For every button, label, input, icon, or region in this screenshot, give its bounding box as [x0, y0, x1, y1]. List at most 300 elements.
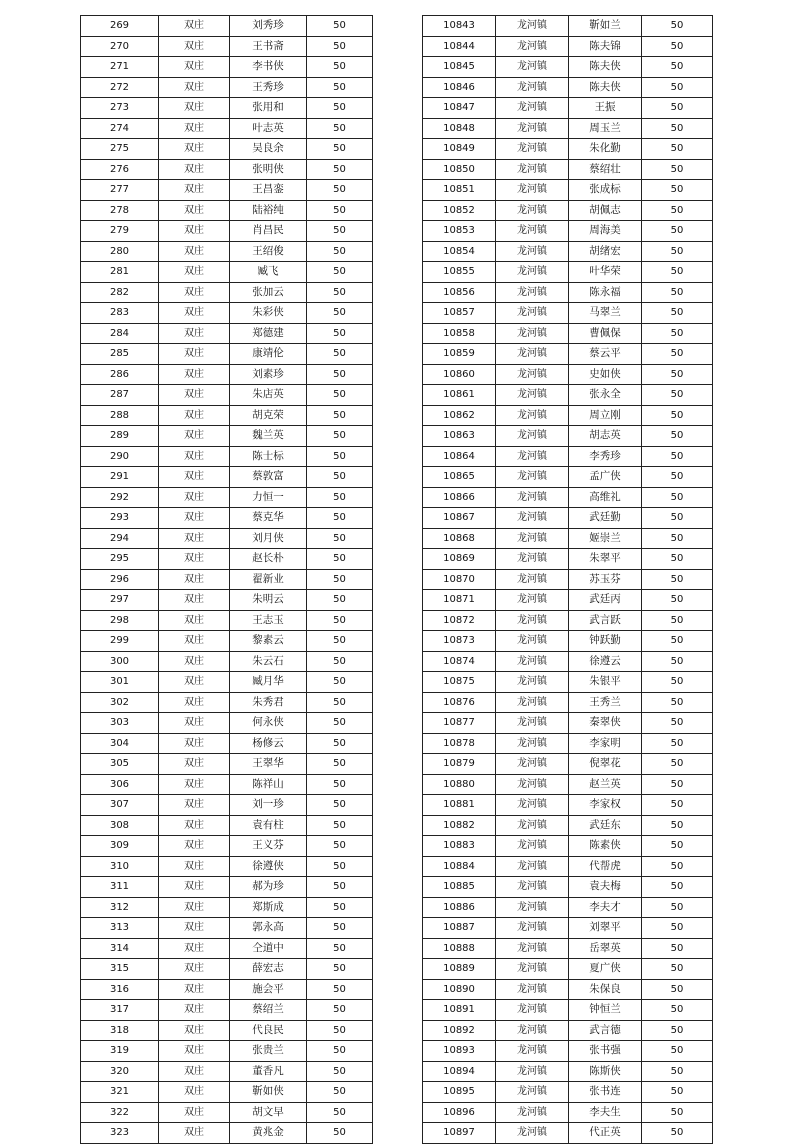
township-cell: 双庄	[159, 118, 230, 139]
table-row	[423, 610, 713, 631]
name-cell: 周海美	[569, 221, 642, 242]
row-number-cell: 322	[81, 1102, 159, 1123]
row-number-cell: 311	[81, 877, 159, 898]
township-cell: 龙河镇	[496, 610, 569, 631]
table-row	[423, 364, 713, 385]
row-number-cell: 10883	[423, 836, 496, 857]
row-number-cell: 303	[81, 713, 159, 734]
name-cell: 张用和	[230, 98, 307, 119]
name-cell: 蔡云平	[569, 344, 642, 365]
township-cell: 双庄	[159, 959, 230, 980]
name-cell: 钟跃勤	[569, 631, 642, 652]
amount-cell: 50	[307, 487, 373, 508]
amount-cell: 50	[307, 57, 373, 78]
row-number-cell: 286	[81, 364, 159, 385]
table-row	[423, 713, 713, 734]
township-cell: 龙河镇	[496, 344, 569, 365]
name-cell: 胡佩志	[569, 200, 642, 221]
amount-cell: 50	[307, 877, 373, 898]
name-cell: 臧月华	[230, 672, 307, 693]
township-cell: 双庄	[159, 918, 230, 939]
name-cell: 郑斯成	[230, 897, 307, 918]
name-cell: 陈夫侠	[569, 77, 642, 98]
table-row	[81, 282, 373, 303]
name-cell: 张书连	[569, 1082, 642, 1103]
table-row	[81, 569, 373, 590]
amount-cell: 50	[307, 323, 373, 344]
name-cell: 袁夫梅	[569, 877, 642, 898]
amount-cell: 50	[642, 405, 713, 426]
row-number-cell: 281	[81, 262, 159, 283]
name-cell: 朱明云	[230, 590, 307, 611]
township-cell: 龙河镇	[496, 877, 569, 898]
amount-cell: 50	[642, 118, 713, 139]
township-cell: 双庄	[159, 754, 230, 775]
township-cell: 龙河镇	[496, 1000, 569, 1021]
name-cell: 陈夫侠	[569, 57, 642, 78]
amount-cell: 50	[307, 200, 373, 221]
amount-cell: 50	[307, 692, 373, 713]
row-number-cell: 10862	[423, 405, 496, 426]
name-cell: 曹佩保	[569, 323, 642, 344]
amount-cell: 50	[642, 672, 713, 693]
table-row	[81, 77, 373, 98]
township-cell: 龙河镇	[496, 446, 569, 467]
name-cell: 刘一珍	[230, 795, 307, 816]
table-row	[81, 610, 373, 631]
table-row	[423, 241, 713, 262]
row-number-cell: 277	[81, 180, 159, 201]
row-number-cell: 10867	[423, 508, 496, 529]
row-number-cell: 10881	[423, 795, 496, 816]
table-row	[81, 713, 373, 734]
township-cell: 龙河镇	[496, 1123, 569, 1144]
row-number-cell: 293	[81, 508, 159, 529]
amount-cell: 50	[307, 651, 373, 672]
amount-cell: 50	[307, 16, 373, 37]
township-cell: 双庄	[159, 549, 230, 570]
township-cell: 龙河镇	[496, 323, 569, 344]
row-number-cell: 308	[81, 815, 159, 836]
row-number-cell: 10882	[423, 815, 496, 836]
amount-cell: 50	[307, 36, 373, 57]
amount-cell: 50	[307, 1102, 373, 1123]
table-row	[81, 98, 373, 119]
amount-cell: 50	[642, 221, 713, 242]
table-row	[81, 672, 373, 693]
name-cell: 史如侠	[569, 364, 642, 385]
township-cell: 双庄	[159, 385, 230, 406]
amount-cell: 50	[307, 569, 373, 590]
amount-cell: 50	[642, 1082, 713, 1103]
name-cell: 李夫生	[569, 1102, 642, 1123]
row-number-cell: 10894	[423, 1061, 496, 1082]
row-number-cell: 289	[81, 426, 159, 447]
table-row	[81, 426, 373, 447]
row-number-cell: 282	[81, 282, 159, 303]
name-cell: 翟新业	[230, 569, 307, 590]
amount-cell: 50	[642, 774, 713, 795]
name-cell: 杨修云	[230, 733, 307, 754]
township-cell: 双庄	[159, 77, 230, 98]
right-roster-table	[422, 15, 713, 1144]
amount-cell: 50	[307, 405, 373, 426]
left-roster-table	[80, 15, 373, 1144]
row-number-cell: 298	[81, 610, 159, 631]
township-cell: 龙河镇	[496, 1082, 569, 1103]
township-cell: 龙河镇	[496, 569, 569, 590]
name-cell: 武廷东	[569, 815, 642, 836]
amount-cell: 50	[642, 1102, 713, 1123]
table-row	[423, 692, 713, 713]
table-row	[423, 959, 713, 980]
township-cell: 双庄	[159, 221, 230, 242]
amount-cell: 50	[307, 1020, 373, 1041]
table-row	[423, 262, 713, 283]
name-cell: 赵兰英	[569, 774, 642, 795]
row-number-cell: 318	[81, 1020, 159, 1041]
amount-cell: 50	[307, 77, 373, 98]
township-cell: 龙河镇	[496, 1041, 569, 1062]
row-number-cell: 10876	[423, 692, 496, 713]
table-row	[423, 180, 713, 201]
amount-cell: 50	[307, 590, 373, 611]
amount-cell: 50	[307, 303, 373, 324]
township-cell: 龙河镇	[496, 303, 569, 324]
table-row	[81, 16, 373, 37]
table-row	[423, 1000, 713, 1021]
township-cell: 龙河镇	[496, 549, 569, 570]
amount-cell: 50	[642, 651, 713, 672]
table-row	[423, 569, 713, 590]
amount-cell: 50	[642, 57, 713, 78]
township-cell: 龙河镇	[496, 651, 569, 672]
table-row	[81, 938, 373, 959]
amount-cell: 50	[307, 118, 373, 139]
township-cell: 双庄	[159, 426, 230, 447]
township-cell: 双庄	[159, 139, 230, 160]
row-number-cell: 278	[81, 200, 159, 221]
name-cell: 武廷勤	[569, 508, 642, 529]
row-number-cell: 10896	[423, 1102, 496, 1123]
row-number-cell: 10852	[423, 200, 496, 221]
table-row	[81, 36, 373, 57]
amount-cell: 50	[642, 795, 713, 816]
name-cell: 高维礼	[569, 487, 642, 508]
township-cell: 龙河镇	[496, 16, 569, 37]
name-cell: 张加云	[230, 282, 307, 303]
table-row	[423, 446, 713, 467]
table-row	[423, 877, 713, 898]
amount-cell: 50	[307, 549, 373, 570]
name-cell: 张成标	[569, 180, 642, 201]
name-cell: 孟广侠	[569, 467, 642, 488]
table-row	[81, 508, 373, 529]
amount-cell: 50	[307, 426, 373, 447]
township-cell: 双庄	[159, 897, 230, 918]
row-number-cell: 306	[81, 774, 159, 795]
table-row	[423, 426, 713, 447]
amount-cell: 50	[307, 610, 373, 631]
row-number-cell: 315	[81, 959, 159, 980]
name-cell: 徐遵云	[569, 651, 642, 672]
name-cell: 袁有柱	[230, 815, 307, 836]
name-cell: 叶华荣	[569, 262, 642, 283]
name-cell: 胡克荣	[230, 405, 307, 426]
row-number-cell: 283	[81, 303, 159, 324]
amount-cell: 50	[642, 487, 713, 508]
township-cell: 龙河镇	[496, 467, 569, 488]
township-cell: 龙河镇	[496, 118, 569, 139]
row-number-cell: 10888	[423, 938, 496, 959]
row-number-cell: 10856	[423, 282, 496, 303]
name-cell: 李家权	[569, 795, 642, 816]
table-row	[423, 528, 713, 549]
table-row	[81, 959, 373, 980]
name-cell: 蔡敦富	[230, 467, 307, 488]
township-cell: 双庄	[159, 856, 230, 877]
township-cell: 双庄	[159, 405, 230, 426]
row-number-cell: 309	[81, 836, 159, 857]
table-row	[81, 139, 373, 160]
name-cell: 代帮虎	[569, 856, 642, 877]
table-row	[423, 16, 713, 37]
amount-cell: 50	[307, 1061, 373, 1082]
row-number-cell: 291	[81, 467, 159, 488]
amount-cell: 50	[307, 180, 373, 201]
row-number-cell: 285	[81, 344, 159, 365]
township-cell: 龙河镇	[496, 241, 569, 262]
row-number-cell: 10849	[423, 139, 496, 160]
row-number-cell: 10865	[423, 467, 496, 488]
amount-cell: 50	[642, 815, 713, 836]
amount-cell: 50	[642, 241, 713, 262]
name-cell: 蔡克华	[230, 508, 307, 529]
name-cell: 武言德	[569, 1020, 642, 1041]
row-number-cell: 10874	[423, 651, 496, 672]
table-row	[423, 774, 713, 795]
table-row	[423, 1020, 713, 1041]
name-cell: 周玉兰	[569, 118, 642, 139]
amount-cell: 50	[642, 1061, 713, 1082]
name-cell: 朱化勤	[569, 139, 642, 160]
table-row	[81, 651, 373, 672]
row-number-cell: 305	[81, 754, 159, 775]
row-number-cell: 270	[81, 36, 159, 57]
table-row	[81, 323, 373, 344]
township-cell: 龙河镇	[496, 180, 569, 201]
amount-cell: 50	[307, 262, 373, 283]
row-number-cell: 10855	[423, 262, 496, 283]
township-cell: 龙河镇	[496, 426, 569, 447]
amount-cell: 50	[307, 467, 373, 488]
table-row	[81, 1041, 373, 1062]
row-number-cell: 10859	[423, 344, 496, 365]
table-row	[423, 836, 713, 857]
row-number-cell: 284	[81, 323, 159, 344]
table-row	[81, 590, 373, 611]
amount-cell: 50	[642, 1041, 713, 1062]
table-row	[81, 918, 373, 939]
township-cell: 双庄	[159, 979, 230, 1000]
table-row	[81, 344, 373, 365]
table-row	[81, 528, 373, 549]
left-roster-body	[81, 16, 373, 1144]
amount-cell: 50	[307, 897, 373, 918]
township-cell: 龙河镇	[496, 77, 569, 98]
township-cell: 龙河镇	[496, 1020, 569, 1041]
name-cell: 代正英	[569, 1123, 642, 1144]
table-row	[423, 651, 713, 672]
row-number-cell: 10887	[423, 918, 496, 939]
table-row	[423, 405, 713, 426]
township-cell: 双庄	[159, 1061, 230, 1082]
township-cell: 龙河镇	[496, 159, 569, 180]
amount-cell: 50	[642, 77, 713, 98]
township-cell: 龙河镇	[496, 282, 569, 303]
amount-cell: 50	[307, 774, 373, 795]
amount-cell: 50	[642, 200, 713, 221]
table-row	[81, 180, 373, 201]
township-cell: 龙河镇	[496, 856, 569, 877]
township-cell: 双庄	[159, 159, 230, 180]
row-number-cell: 10863	[423, 426, 496, 447]
amount-cell: 50	[307, 139, 373, 160]
amount-cell: 50	[307, 938, 373, 959]
row-number-cell: 10853	[423, 221, 496, 242]
name-cell: 陆裕纯	[230, 200, 307, 221]
name-cell: 陈素侠	[569, 836, 642, 857]
township-cell: 双庄	[159, 1000, 230, 1021]
table-row	[81, 1020, 373, 1041]
name-cell: 何永侠	[230, 713, 307, 734]
table-row	[423, 918, 713, 939]
row-number-cell: 10861	[423, 385, 496, 406]
row-number-cell: 10868	[423, 528, 496, 549]
township-cell: 龙河镇	[496, 528, 569, 549]
row-number-cell: 10897	[423, 1123, 496, 1144]
name-cell: 徐遵侠	[230, 856, 307, 877]
amount-cell: 50	[642, 16, 713, 37]
township-cell: 双庄	[159, 1020, 230, 1041]
amount-cell: 50	[307, 159, 373, 180]
name-cell: 李书侠	[230, 57, 307, 78]
row-number-cell: 10871	[423, 590, 496, 611]
name-cell: 张贵兰	[230, 1041, 307, 1062]
township-cell: 双庄	[159, 569, 230, 590]
table-row	[423, 139, 713, 160]
amount-cell: 50	[307, 241, 373, 262]
township-cell: 双庄	[159, 836, 230, 857]
name-cell: 刘素珍	[230, 364, 307, 385]
name-cell: 姬崇兰	[569, 528, 642, 549]
amount-cell: 50	[642, 364, 713, 385]
township-cell: 双庄	[159, 200, 230, 221]
name-cell: 王翠华	[230, 754, 307, 775]
row-number-cell: 10880	[423, 774, 496, 795]
township-cell: 龙河镇	[496, 815, 569, 836]
table-row	[423, 1041, 713, 1062]
amount-cell: 50	[307, 754, 373, 775]
table-row	[423, 938, 713, 959]
row-number-cell: 276	[81, 159, 159, 180]
table-row	[423, 733, 713, 754]
table-row	[423, 98, 713, 119]
name-cell: 张永全	[569, 385, 642, 406]
amount-cell: 50	[307, 1000, 373, 1021]
table-row	[81, 856, 373, 877]
row-number-cell: 301	[81, 672, 159, 693]
table-row	[423, 467, 713, 488]
township-cell: 双庄	[159, 262, 230, 283]
township-cell: 双庄	[159, 672, 230, 693]
row-number-cell: 272	[81, 77, 159, 98]
name-cell: 黎素云	[230, 631, 307, 652]
township-cell: 双庄	[159, 446, 230, 467]
table-row	[423, 159, 713, 180]
amount-cell: 50	[307, 221, 373, 242]
table-row	[423, 856, 713, 877]
amount-cell: 50	[307, 815, 373, 836]
row-number-cell: 287	[81, 385, 159, 406]
name-cell: 陈祥山	[230, 774, 307, 795]
township-cell: 双庄	[159, 815, 230, 836]
township-cell: 双庄	[159, 651, 230, 672]
amount-cell: 50	[307, 733, 373, 754]
row-number-cell: 10857	[423, 303, 496, 324]
row-number-cell: 10872	[423, 610, 496, 631]
name-cell: 秦翠侠	[569, 713, 642, 734]
township-cell: 龙河镇	[496, 918, 569, 939]
row-number-cell: 304	[81, 733, 159, 754]
amount-cell: 50	[642, 446, 713, 467]
table-row	[81, 467, 373, 488]
table-row	[81, 1102, 373, 1123]
row-number-cell: 314	[81, 938, 159, 959]
table-row	[81, 487, 373, 508]
name-cell: 苏玉芬	[569, 569, 642, 590]
row-number-cell: 279	[81, 221, 159, 242]
table-row	[423, 1102, 713, 1123]
township-cell: 龙河镇	[496, 1061, 569, 1082]
name-cell: 朱翠平	[569, 549, 642, 570]
row-number-cell: 10864	[423, 446, 496, 467]
amount-cell: 50	[642, 959, 713, 980]
amount-cell: 50	[642, 180, 713, 201]
name-cell: 力恒一	[230, 487, 307, 508]
row-number-cell: 292	[81, 487, 159, 508]
name-cell: 薛宏志	[230, 959, 307, 980]
amount-cell: 50	[642, 918, 713, 939]
name-cell: 靳如侠	[230, 1082, 307, 1103]
township-cell: 双庄	[159, 36, 230, 57]
township-cell: 龙河镇	[496, 754, 569, 775]
row-number-cell: 10890	[423, 979, 496, 1000]
amount-cell: 50	[642, 713, 713, 734]
amount-cell: 50	[642, 590, 713, 611]
amount-cell: 50	[642, 938, 713, 959]
amount-cell: 50	[307, 344, 373, 365]
table-row	[423, 282, 713, 303]
amount-cell: 50	[307, 98, 373, 119]
township-cell: 双庄	[159, 98, 230, 119]
table-row	[81, 1082, 373, 1103]
row-number-cell: 10847	[423, 98, 496, 119]
name-cell: 马翠兰	[569, 303, 642, 324]
township-cell: 龙河镇	[496, 979, 569, 1000]
amount-cell: 50	[642, 897, 713, 918]
amount-cell: 50	[642, 528, 713, 549]
